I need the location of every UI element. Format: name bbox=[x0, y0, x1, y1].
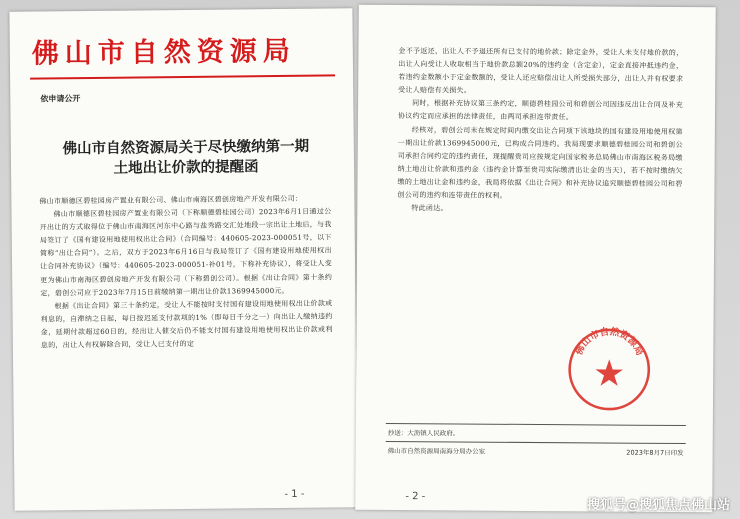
body-paragraph: 根据《出让合同》第三十条约定，受让人不能按时支付国有建设用地使用权出让价款或利息的，自滞纳之日起，每日按迟延支付款项的1%（即每日千分之一）向出让人缴纳违约金，延期付款超过60日的，经出让人催交后仍不能支付国有建设用地使用权出让价款或利息的，出让人有权解除合同，受让人已支付的定 bbox=[40, 299, 333, 350]
addressee: 佛山市顺德区碧桂园房产置业有限公司、佛山市南海区碧创房地产开发有限公司： bbox=[39, 194, 303, 206]
document-title-line-1: 佛山市自然资源局关于尽快缴纳第一期 bbox=[62, 138, 310, 158]
body-paragraph: 佛山市顺德区碧桂园房产置业有限公司（下称顺德碧桂园公司）2023年6月1日通过公开出让的方式取得位于佛山市南海区河东中心路与盐秀路交汇处地段一宗出让土地后，与我局签订了《国有建设用地使用权出让合同》（合同编号：440605-2023-000051号，以下简称“出让合同”）。之后，双方于2023年6月16日与我局签订了《国有建设用地使用权出让合同补充协议》（编号：440605-2023-000051-补01号，下称补充协议），将受让人变更为佛山市南海区碧创房地产开发有限公司（下称碧创公司）。根据《出让合同》第十条约定，碧创公司应于2023年7月15日前缴纳第一期出让价款1369945000元。 bbox=[39, 207, 333, 298]
page-number: - 2 - bbox=[405, 491, 426, 503]
document-title bbox=[41, 136, 331, 179]
closing-line: 特此函达。 bbox=[411, 204, 448, 213]
letterhead-red-rule bbox=[30, 74, 335, 79]
body-paragraph: 金不予返还，出让人不予退还所有已支付的地价款；除定金外，受让人未支付地价款的，出让人向受让人收取相当于地价款总额20%的违约金（含定金），定金直接冲抵违约金，若违约金数额小于定金数额的，受让人还应赔偿出让人所受损失部分，出让人并有权要求受让人赔偿有关损失。 bbox=[398, 47, 684, 95]
distribution-footer bbox=[386, 423, 686, 461]
letter-page-1 bbox=[9, 8, 357, 511]
disclosure-note: 依申请公开 bbox=[40, 94, 81, 104]
body-paragraph: 同时，根据补充协议第三条约定，顺德碧桂园公司和碧创公司因违反出让合同及补充协议约定而应承担的法律责任，由两司承担连带责任。 bbox=[397, 99, 684, 122]
svg-text:佛山市自然资源局: 佛山市自然资源局 bbox=[573, 326, 646, 358]
bureau-letterhead: 佛山市自然资源局 bbox=[31, 35, 296, 70]
issue-date: 2023年8月7日印发 bbox=[626, 448, 684, 458]
issuer: 佛山市自然资源局南海分局办公室 bbox=[387, 446, 486, 456]
cc-row bbox=[386, 424, 686, 443]
body-paragraph: 经核对，碧创公司未在规定时间内缴交出让合同项下该地块的国有建设用地使用权第一期出让价款1369945000元，已构成合同违约。我局现要求顺德碧桂园公司和碧创公司承担合同约定的违约责任，现提醒贵司应按规定向国家税务总局佛山市南海区税务局缴纳土地出让价款和违约金（违约金计算至贵司实际缴清出让金的当天），若不按时缴纳欠缴的土地出让金和违约金，我局将依据《出让合同》和补充协议追究顺德碧桂园公司和碧创公司的违约和连带责任的权利。 bbox=[397, 125, 683, 200]
letter-body-page-2 bbox=[397, 45, 683, 217]
cc-label: 抄送：大沥镇人民政府。 bbox=[387, 428, 460, 438]
letter-page-2 bbox=[355, 5, 716, 512]
source-watermark: 搜狐号@搜狐焦点佛山站 bbox=[586, 498, 730, 513]
letter-body-page-1 bbox=[39, 192, 333, 352]
official-seal-icon bbox=[566, 326, 653, 413]
issue-row bbox=[386, 441, 686, 461]
page-number: - 1 - bbox=[284, 488, 305, 500]
document-title-line-2: 土地出让价款的提醒函 bbox=[113, 159, 259, 177]
